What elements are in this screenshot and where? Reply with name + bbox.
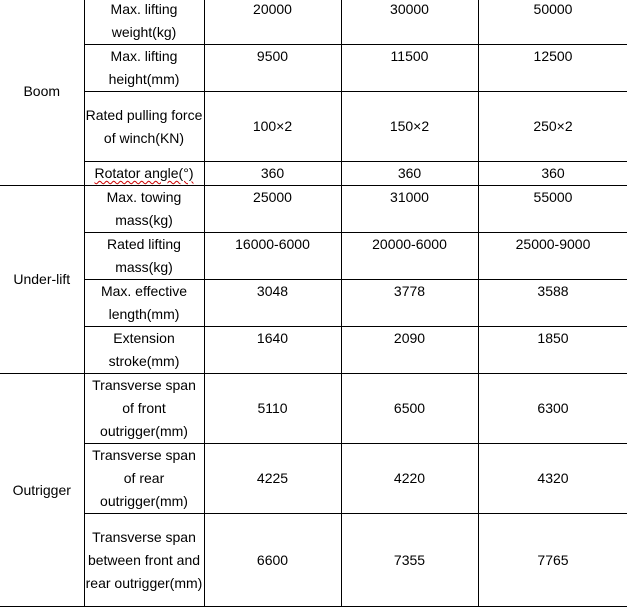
param-label: Rated pulling force of winch(KN)	[84, 92, 204, 162]
group-label-outrigger: Outrigger	[0, 374, 84, 607]
param-label-text: Rotator angle(°)	[94, 165, 194, 181]
value-cell: 7765	[478, 514, 627, 607]
value-cell: 360	[204, 162, 341, 186]
value-cell: 31000	[341, 186, 478, 233]
value-cell: 4320	[478, 444, 627, 514]
param-label: Transverse span between front and rear outrigger(mm)	[84, 514, 204, 607]
param-label: Extension stroke(mm)	[84, 327, 204, 374]
value-cell: 50000	[478, 0, 627, 45]
param-label: Rated lifting mass(kg)	[84, 233, 204, 280]
value-cell: 20000-6000	[341, 233, 478, 280]
table-row	[0, 92, 627, 162]
value-cell: 9500	[204, 45, 341, 92]
value-cell: 7355	[341, 514, 478, 607]
value-cell: 6300	[478, 374, 627, 444]
table-row	[0, 233, 627, 280]
value-cell: 4225	[204, 444, 341, 514]
param-label: Transverse span of front outrigger(mm)	[84, 374, 204, 444]
param-label	[84, 162, 204, 186]
value-cell: 1640	[204, 327, 341, 374]
table-row	[0, 162, 627, 186]
group-label-boom: Boom	[0, 0, 84, 186]
value-cell: 5110	[204, 374, 341, 444]
param-label: Transverse span of rear outrigger(mm)	[84, 444, 204, 514]
value-cell: 20000	[204, 0, 341, 45]
value-cell: 3778	[341, 280, 478, 327]
value-cell: 3048	[204, 280, 341, 327]
table-row	[0, 327, 627, 374]
value-cell: 4220	[341, 444, 478, 514]
table-row	[0, 514, 627, 607]
value-cell: 12500	[478, 45, 627, 92]
table-row	[0, 0, 627, 45]
value-cell: 250×2	[478, 92, 627, 162]
group-label-underlift: Under-lift	[0, 186, 84, 374]
value-cell: 100×2	[204, 92, 341, 162]
value-cell: 25000-9000	[478, 233, 627, 280]
value-cell: 16000-6000	[204, 233, 341, 280]
table-row	[0, 186, 627, 233]
param-label: Max. lifting height(mm)	[84, 45, 204, 92]
value-cell: 2090	[341, 327, 478, 374]
value-cell: 1850	[478, 327, 627, 374]
value-cell: 360	[478, 162, 627, 186]
value-cell: 6600	[204, 514, 341, 607]
value-cell: 30000	[341, 0, 478, 45]
param-label: Max. effective length(mm)	[84, 280, 204, 327]
value-cell: 150×2	[341, 92, 478, 162]
value-cell: 3588	[478, 280, 627, 327]
value-cell: 11500	[341, 45, 478, 92]
value-cell: 360	[341, 162, 478, 186]
param-label: Max. lifting weight(kg)	[84, 0, 204, 45]
table-row	[0, 374, 627, 444]
value-cell: 55000	[478, 186, 627, 233]
value-cell: 25000	[204, 186, 341, 233]
param-label: Max. towing mass(kg)	[84, 186, 204, 233]
table-row	[0, 444, 627, 514]
table-row	[0, 45, 627, 92]
table-row	[0, 280, 627, 327]
value-cell: 6500	[341, 374, 478, 444]
